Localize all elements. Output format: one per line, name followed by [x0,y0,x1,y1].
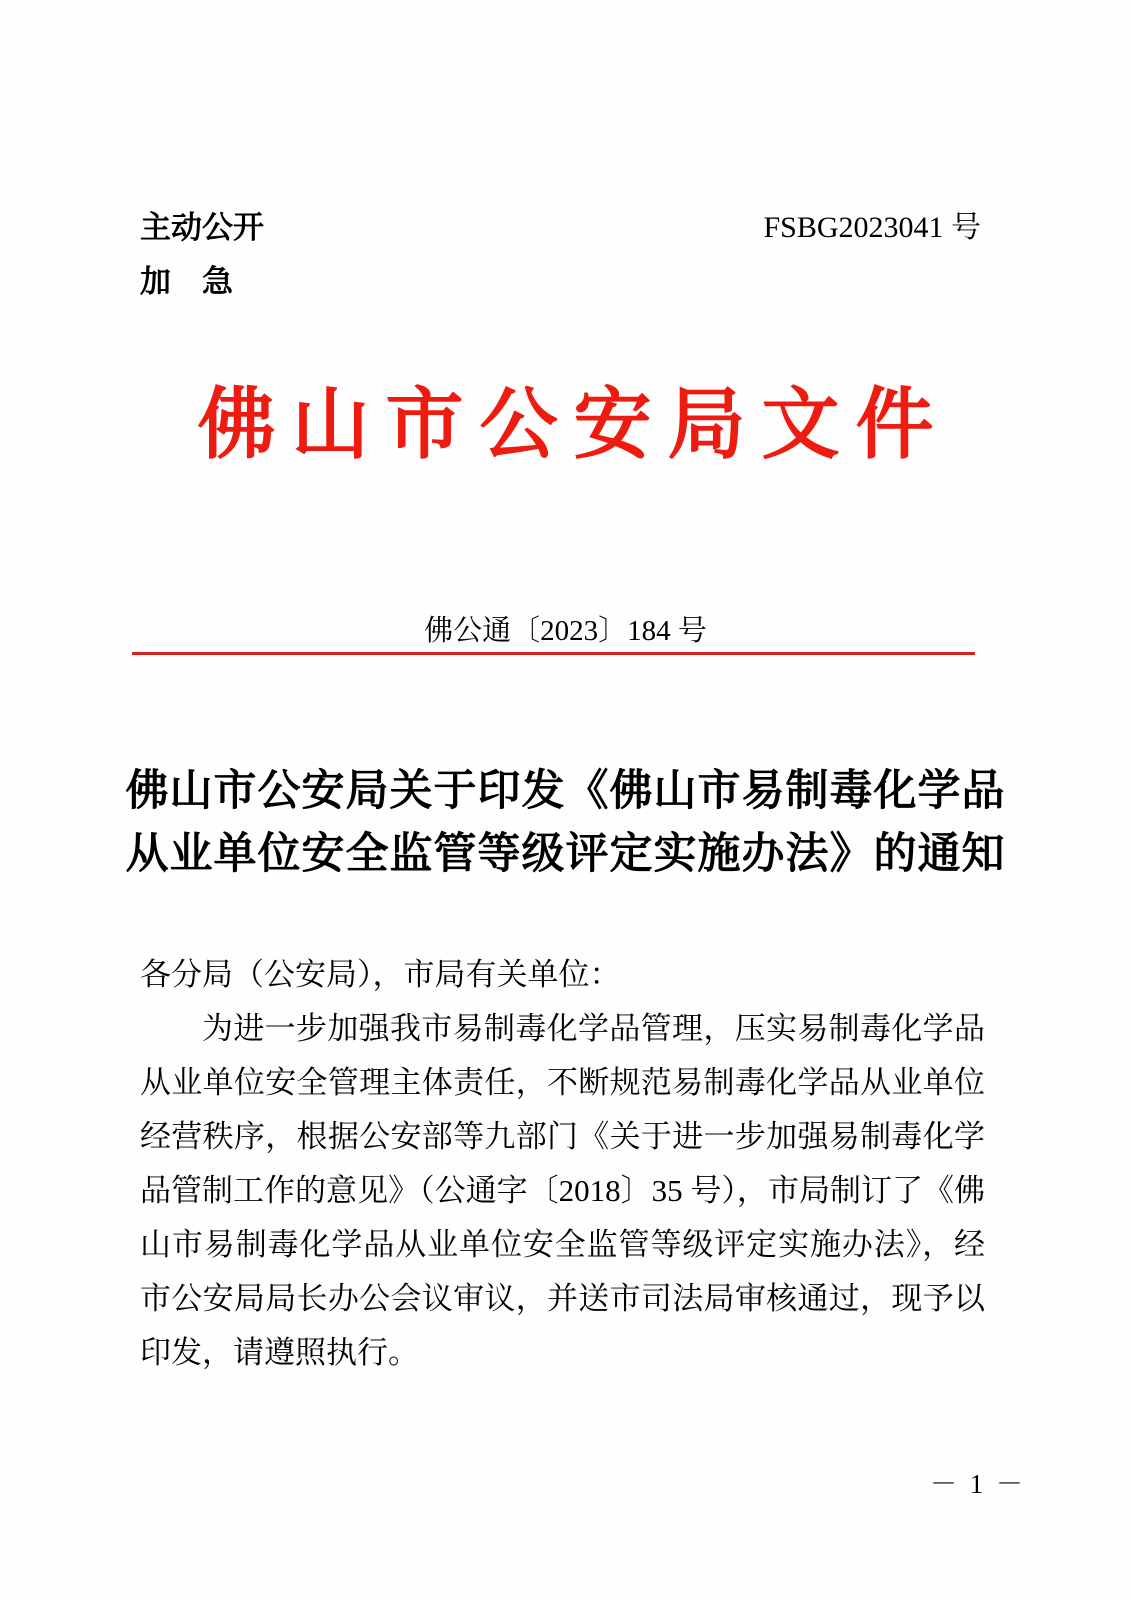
document-number: 佛公通〔2023〕184 号 [424,615,707,647]
document-title [0,760,1131,886]
document-serial: FSBG2023041 号 [763,211,981,244]
document-title-line2: 从业单位安全监管等级评定实施办法》的通知 [125,831,1006,878]
salutation: 各分局（公安局），市局有关单位： [140,957,621,992]
classification-label: 主动公开 [140,210,264,245]
body-paragraph: 为进一步加强我市易制毒化学品管理，压实易制毒化学品从业单位安全管理主体责任，不断规范易制毒化学品从业单位经营秩序，根据公安部等九部门《关于进一步加强易制毒化学品管制工作的意见》（公通字〔2018〕35 号），市局制订了《佛山市易制毒化学品从业单位安全监管等级评定实施办法》，经市公安局局长办公会议审议，并送市司法局审核通过，现予以印发，请遵照执行。 [140,1011,985,1370]
document-body [140,948,985,1380]
page-number: － 1 － [930,1469,1026,1499]
document-title-line1: 佛山市公安局关于印发《佛山市易制毒化学品 [125,768,1006,815]
red-separator-line [132,652,975,655]
agency-masthead-title: 佛山市公安局文件 [197,381,950,468]
urgency-label: 加 急 [140,264,233,299]
